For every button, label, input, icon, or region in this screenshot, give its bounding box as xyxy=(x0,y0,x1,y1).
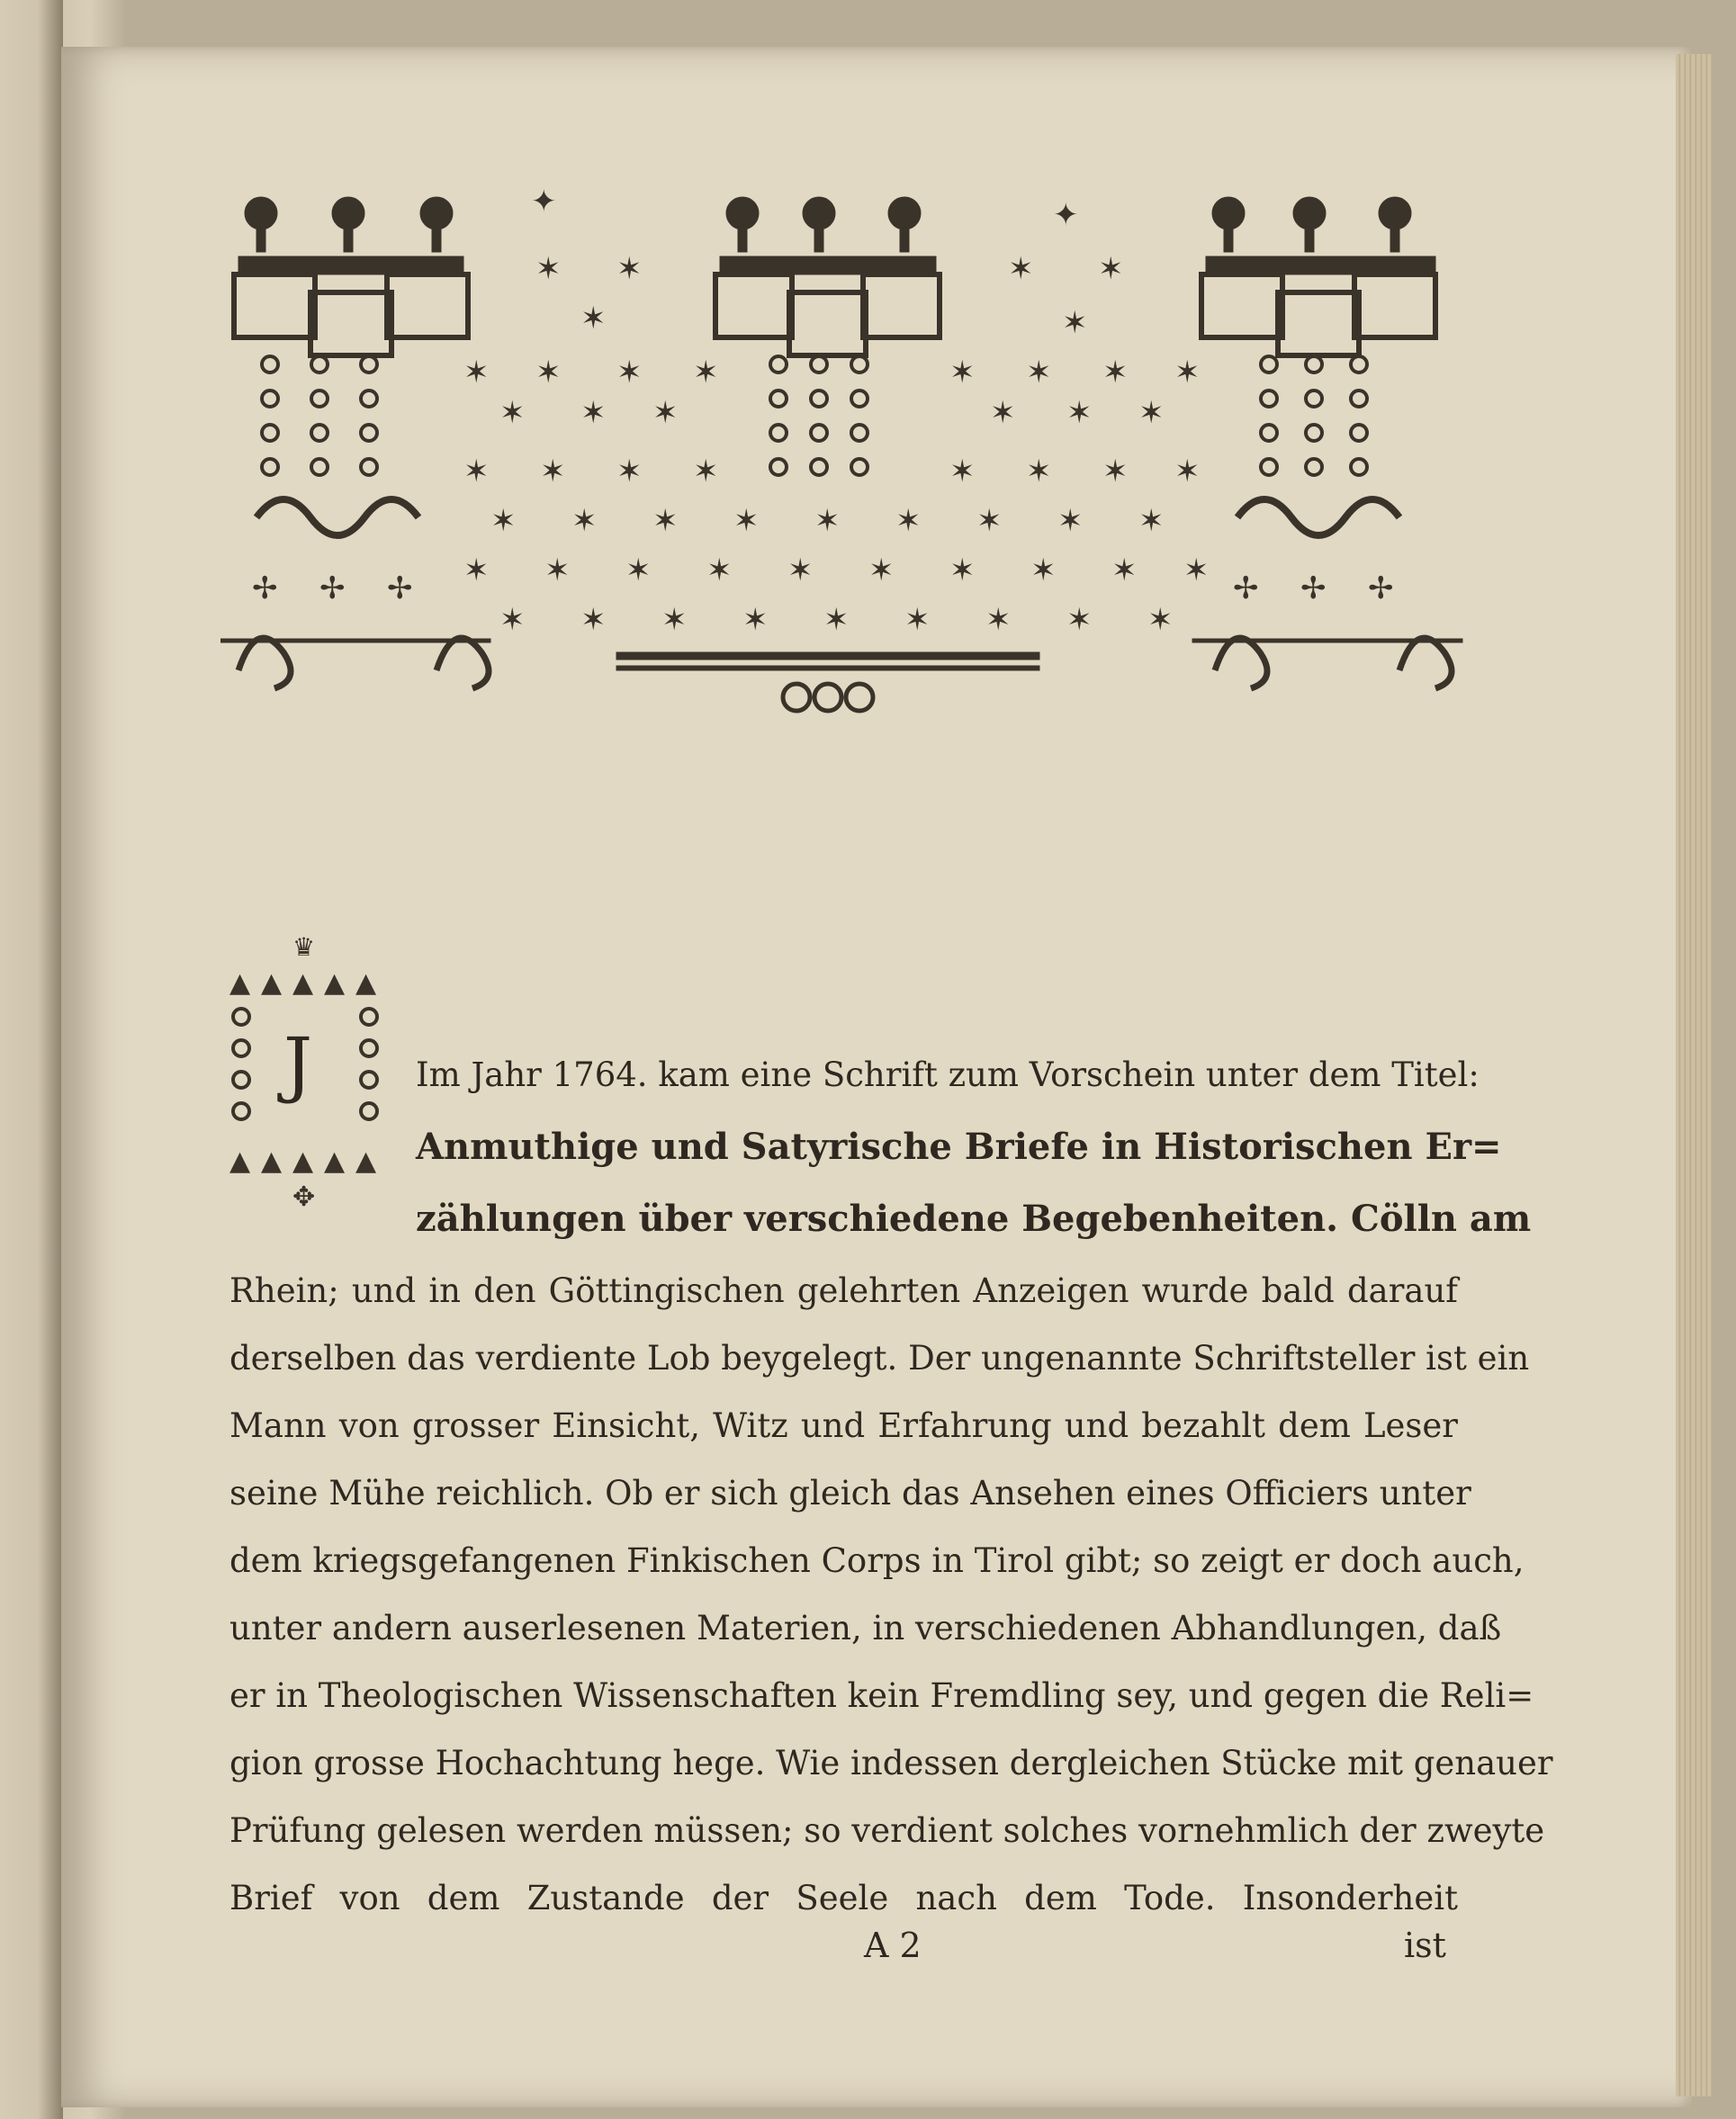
svg-text:✶: ✶ xyxy=(544,552,571,588)
svg-text:✢: ✢ xyxy=(252,570,278,606)
svg-text:✶: ✶ xyxy=(1026,355,1052,391)
svg-text:✶: ✶ xyxy=(904,602,931,638)
text-line: Rhein; und in den Göttingischen gelehrten Anzeigen wurde bald darauf xyxy=(229,1271,1458,1310)
svg-text:▲: ▲ xyxy=(292,967,314,999)
svg-text:✶: ✶ xyxy=(733,503,760,539)
svg-text:▲: ▲ xyxy=(229,967,251,999)
text-line: Anmuthige und Satyrische Briefe in Historischen Er= xyxy=(416,1126,1502,1168)
svg-text:✶: ✶ xyxy=(463,355,490,391)
svg-text:✶: ✶ xyxy=(949,552,976,588)
text-line: derselben das verdiente Lob beygelegt. Der ungenannte Schriftsteller ist ein xyxy=(229,1339,1530,1378)
decorated-initial xyxy=(225,936,396,1215)
svg-text:▲: ▲ xyxy=(355,1145,377,1177)
svg-text:✶: ✶ xyxy=(499,395,526,431)
text-line: Brief von dem Zustande der Seele nach dem Tode. Insonderheit xyxy=(229,1879,1458,1917)
svg-text:✶: ✶ xyxy=(1111,552,1138,588)
svg-text:✶: ✶ xyxy=(625,552,652,588)
left-page-edge xyxy=(0,0,63,2119)
svg-text:✶: ✶ xyxy=(1147,602,1174,638)
svg-text:✶: ✶ xyxy=(1102,453,1129,489)
headpiece-ornament xyxy=(220,184,1480,742)
svg-text:✦: ✦ xyxy=(1053,197,1079,233)
svg-text:✢: ✢ xyxy=(1300,570,1327,606)
svg-text:✢: ✢ xyxy=(1368,570,1394,606)
svg-text:✶: ✶ xyxy=(652,503,679,539)
svg-text:✶: ✶ xyxy=(463,453,490,489)
svg-text:✶: ✶ xyxy=(693,453,719,489)
svg-text:✶: ✶ xyxy=(1030,552,1057,588)
ornament-star-field xyxy=(252,184,1394,638)
svg-text:✶: ✶ xyxy=(1062,305,1088,341)
svg-text:♛: ♛ xyxy=(292,936,316,962)
svg-text:✢: ✢ xyxy=(1233,570,1259,606)
svg-text:✶: ✶ xyxy=(868,552,895,588)
svg-text:✶: ✶ xyxy=(1066,395,1093,431)
svg-text:✶: ✶ xyxy=(823,602,850,638)
text-line: zählungen über verschiedene Begebenheiten. Cölln am xyxy=(416,1198,1532,1240)
text-line: seine Mühe reichlich. Ob er sich gleich das Ansehen eines Officiers unter xyxy=(229,1474,1471,1513)
svg-text:▲: ▲ xyxy=(261,967,283,999)
text-line: gion grosse Hochachtung hege. Wie indessen dergleichen Stücke mit genauer xyxy=(229,1744,1553,1782)
ornament-vase-group-left xyxy=(220,197,490,688)
svg-text:✶: ✶ xyxy=(535,251,562,287)
svg-text:✶: ✶ xyxy=(616,453,643,489)
svg-text:▲: ▲ xyxy=(355,967,377,999)
svg-text:✶: ✶ xyxy=(949,355,976,391)
svg-text:✶: ✶ xyxy=(706,552,733,588)
svg-text:✶: ✶ xyxy=(1102,355,1129,391)
svg-text:✶: ✶ xyxy=(616,355,643,391)
svg-text:✶: ✶ xyxy=(490,503,517,539)
svg-text:✶: ✶ xyxy=(895,503,922,539)
svg-text:✶: ✶ xyxy=(1066,602,1093,638)
text-line: unter andern auserlesenen Materien, in verschiedenen Abhandlungen, daß xyxy=(229,1609,1502,1648)
svg-text:✶: ✶ xyxy=(1183,552,1210,588)
svg-text:▲: ▲ xyxy=(261,1145,283,1177)
svg-text:✶: ✶ xyxy=(1026,453,1052,489)
svg-text:✶: ✶ xyxy=(1138,395,1165,431)
svg-text:✶: ✶ xyxy=(616,251,643,287)
svg-text:✶: ✶ xyxy=(463,552,490,588)
text-line: Mann von grosser Einsicht, Witz und Erfahrung und bezahlt dem Leser xyxy=(229,1406,1458,1445)
svg-text:✶: ✶ xyxy=(652,395,679,431)
svg-text:✶: ✶ xyxy=(814,503,841,539)
svg-text:✶: ✶ xyxy=(1174,355,1201,391)
svg-text:✶: ✶ xyxy=(571,503,598,539)
svg-text:✥: ✥ xyxy=(292,1181,316,1213)
svg-text:▲: ▲ xyxy=(229,1145,251,1177)
svg-text:✶: ✶ xyxy=(580,301,607,337)
text-line: Im Jahr 1764. kam eine Schrift zum Vorschein unter dem Titel: xyxy=(416,1055,1480,1094)
page-fore-edge xyxy=(1676,54,1712,2097)
svg-text:✶: ✶ xyxy=(949,453,976,489)
svg-text:✶: ✶ xyxy=(1008,251,1034,287)
svg-text:✶: ✶ xyxy=(580,602,607,638)
text-line: dem kriegsgefangenen Finkischen Corps in Tirol gibt; so zeigt er doch auch, xyxy=(229,1541,1525,1580)
ornament-vase-group-right xyxy=(1192,197,1462,688)
svg-text:✶: ✶ xyxy=(1138,503,1165,539)
svg-text:✶: ✶ xyxy=(1174,453,1201,489)
svg-text:✶: ✶ xyxy=(990,395,1016,431)
svg-text:✶: ✶ xyxy=(787,552,814,588)
svg-text:✦: ✦ xyxy=(531,184,557,220)
svg-text:✶: ✶ xyxy=(985,602,1012,638)
text-line: er in Theologischen Wissenschaften kein Fremdling sey, und gegen die Reli= xyxy=(229,1676,1534,1715)
svg-text:✶: ✶ xyxy=(742,602,769,638)
svg-text:✢: ✢ xyxy=(387,570,413,606)
signature-mark: A 2 xyxy=(864,1926,922,1965)
svg-text:✶: ✶ xyxy=(540,453,566,489)
svg-text:✶: ✶ xyxy=(499,602,526,638)
initial-letter: J xyxy=(283,1022,313,1106)
text-line: Prüfung gelesen werden müssen; so verdient solches vornehmlich der zweyte xyxy=(229,1811,1545,1850)
svg-text:✶: ✶ xyxy=(535,355,562,391)
svg-text:✶: ✶ xyxy=(1098,251,1124,287)
svg-text:▲: ▲ xyxy=(292,1145,314,1177)
svg-text:✶: ✶ xyxy=(1057,503,1084,539)
svg-text:✶: ✶ xyxy=(580,395,607,431)
svg-text:▲: ▲ xyxy=(324,967,346,999)
svg-text:✶: ✶ xyxy=(693,355,719,391)
svg-text:✶: ✶ xyxy=(661,602,688,638)
svg-text:✢: ✢ xyxy=(319,570,346,606)
catchword: ist xyxy=(1404,1926,1446,1965)
svg-text:✶: ✶ xyxy=(976,503,1003,539)
svg-text:▲: ▲ xyxy=(324,1145,346,1177)
